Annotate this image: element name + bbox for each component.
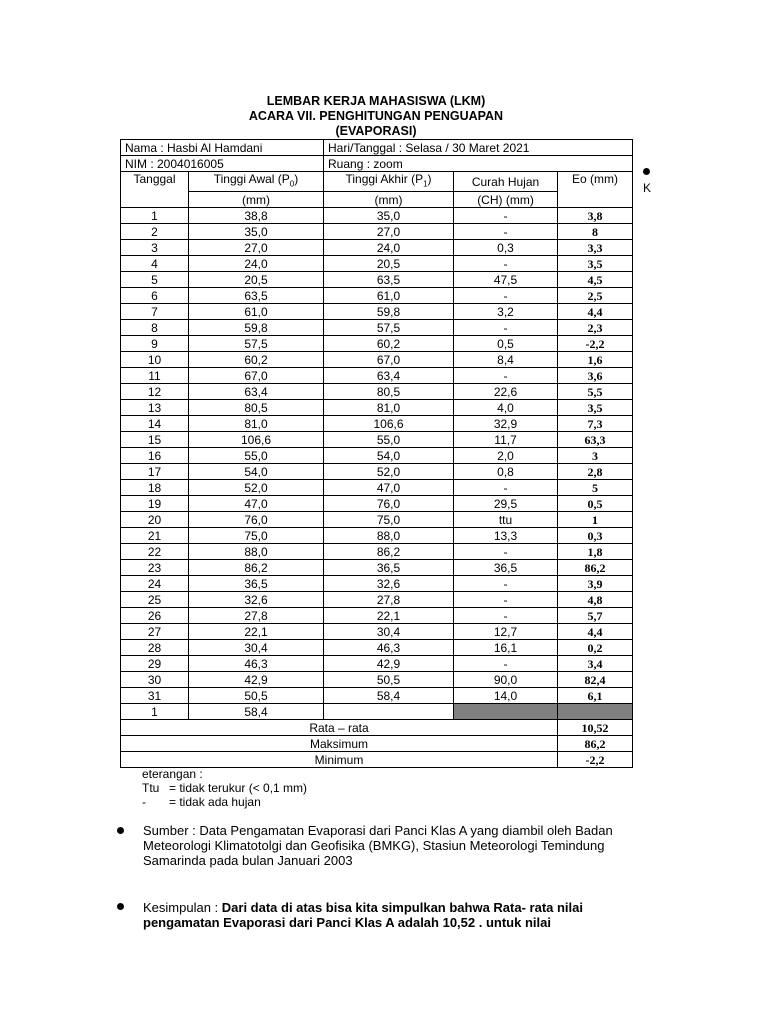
cell-tinggi-awal: 35,0 [189,224,324,240]
cell-curah-hujan: - [454,480,558,496]
table-row [121,656,633,672]
header-tanggal: Tanggal [121,172,189,208]
cell-eo: 3,5 [558,400,633,416]
cell-eo: 4,4 [558,304,633,320]
summary-maksimum-row [121,736,633,752]
cell-tinggi-akhir: 63,4 [324,368,454,384]
table-row [121,608,633,624]
bullet-icon [643,168,650,175]
date-field: Hari/Tanggal : Selasa / 30 Maret 2021 [324,140,633,156]
cell-tanggal: 1 [121,208,189,224]
cell-curah-hujan: - [454,608,558,624]
info-row-1 [121,140,633,156]
cell-shaded [558,704,633,720]
cell-tinggi-akhir: 58,4 [324,688,454,704]
header-tinggi-awal: Tinggi Awal $(P_0)$ [189,172,324,192]
cell-eo: 63,3 [558,432,633,448]
table-row [121,272,633,288]
table-row [121,304,633,320]
kesimpulan-label: Kesimpulan : [143,900,222,915]
table-row [121,624,633,640]
bullet-icon [117,903,124,910]
cell-eo: 0,5 [558,496,633,512]
table-row [121,384,633,400]
cell-tinggi-akhir: 80,5 [324,384,454,400]
header-awal-unit: (mm) [189,192,324,208]
table-row [121,288,633,304]
summary-rata-label: Rata – rata [121,720,558,736]
cell-eo: 4,8 [558,592,633,608]
header-akhir-unit: (mm) [324,192,454,208]
notes [142,767,307,809]
header-tinggi-akhir: Tinggi Akhir $(P_1)$ [324,172,454,192]
cell-eo: 86,2 [558,560,633,576]
cell-tanggal: 2 [121,224,189,240]
cell-tinggi-awal: 42,9 [189,672,324,688]
table-row [121,576,633,592]
cell-tinggi-akhir: 76,0 [324,496,454,512]
cell-eo: 3,5 [558,256,633,272]
cell-tinggi-awal: 30,4 [189,640,324,656]
table-row [121,224,633,240]
cell-eo: 5,7 [558,608,633,624]
cell-tinggi-awal: 24,0 [189,256,324,272]
cell-eo: 6,1 [558,688,633,704]
cell-tinggi-akhir: 55,0 [324,432,454,448]
document-title [120,94,632,139]
table-row [121,592,633,608]
cell-curah-hujan: - [454,544,558,560]
cell-tinggi-awal: 36,5 [189,576,324,592]
cell-eo: -2,2 [558,336,633,352]
cell-tanggal: 15 [121,432,189,448]
cell-tanggal: 29 [121,656,189,672]
cell-tanggal: 6 [121,288,189,304]
cell-curah-hujan: 11,7 [454,432,558,448]
cell-shaded [454,704,558,720]
cell-tinggi-awal: 81,0 [189,416,324,432]
cell-eo: 3,4 [558,656,633,672]
cell-tinggi-awal: 22,1 [189,624,324,640]
cell-curah-hujan: 16,1 [454,640,558,656]
cell-tinggi-awal: 52,0 [189,480,324,496]
cell-tanggal: 14 [121,416,189,432]
cell-tinggi-akhir: 20,5 [324,256,454,272]
header-row-1 [121,172,633,192]
cell-tanggal: 16 [121,448,189,464]
table-row [121,336,633,352]
summary-maksimum-value: 86,2 [558,736,633,752]
cell-tinggi-awal: 20,5 [189,272,324,288]
cell-tinggi-awal: 54,0 [189,464,324,480]
cell-tinggi-akhir: 50,5 [324,672,454,688]
cell-tinggi-awal: 59,8 [189,320,324,336]
cell-tinggi-akhir: 47,0 [324,480,454,496]
cell-eo: 2,8 [558,464,633,480]
cell-tinggi-akhir: 32,6 [324,576,454,592]
cell-tinggi-awal: 38,8 [189,208,324,224]
student-id: NIM : 2004016005 [121,156,324,172]
cell-tanggal: 13 [121,400,189,416]
cell-tanggal: 12 [121,384,189,400]
cell-tinggi-akhir: 24,0 [324,240,454,256]
cell-tanggal: 31 [121,688,189,704]
cell-tinggi-awal: 46,3 [189,656,324,672]
cell-curah-hujan: - [454,656,558,672]
cell-eo: 3 [558,448,633,464]
cell-curah-hujan: - [454,320,558,336]
cell-eo: 0,2 [558,640,633,656]
table-row [121,256,633,272]
info-row-2 [121,156,633,172]
cell-tinggi-awal: 63,5 [189,288,324,304]
cell-tinggi-awal: 57,5 [189,336,324,352]
table-row [121,240,633,256]
cell-curah-hujan: 47,5 [454,272,558,288]
cell-eo: 3,6 [558,368,633,384]
cell-tanggal: 28 [121,640,189,656]
cell-tinggi-akhir: 22,1 [324,608,454,624]
cell-tinggi-akhir: 46,3 [324,640,454,656]
cell-curah-hujan: 12,7 [454,624,558,640]
cell-tinggi-akhir: 59,8 [324,304,454,320]
bullet-icon [117,827,124,834]
cell-tinggi-akhir: 42,9 [324,656,454,672]
cell-curah-hujan: 13,3 [454,528,558,544]
cell-curah-hujan: 36,5 [454,560,558,576]
cell-eo: 2,5 [558,288,633,304]
kesimpulan-paragraph [143,900,643,930]
cell-tinggi-awal: 32,6 [189,592,324,608]
cell-tinggi-akhir: 60,2 [324,336,454,352]
cell-tinggi-akhir: 67,0 [324,352,454,368]
table-row [121,544,633,560]
cell-tanggal: 30 [121,672,189,688]
sumber-paragraph: Sumber : Data Pengamatan Evaporasi dari Panci Klas A yang diambil oleh Badan Meteorologi Klimatotolgi dan Geofisika (BMKG), Stasiun Meteorologi Temindung Samarinda pada bulan Januari 2003 [143,823,613,868]
summary-minimum-value: -2,2 [558,752,633,768]
cell-tinggi-awal: 27,8 [189,608,324,624]
cell-curah-hujan: 2,0 [454,448,558,464]
cell-eo: 1 [558,512,633,528]
cell-eo: 7,3 [558,416,633,432]
cell-tanggal: 9 [121,336,189,352]
cell-tinggi-akhir: 52,0 [324,464,454,480]
cell-eo: 1,8 [558,544,633,560]
cell-tinggi-akhir: 86,2 [324,544,454,560]
table-row [121,432,633,448]
cell-tinggi-awal: 61,0 [189,304,324,320]
cell-tanggal: 5 [121,272,189,288]
table-row [121,416,633,432]
cell-tanggal: 27 [121,624,189,640]
cell-curah-hujan: - [454,288,558,304]
cell-eo: 3,8 [558,208,633,224]
cell-tinggi-awal: 106,6 [189,432,324,448]
cell-tinggi-awal: 75,0 [189,528,324,544]
cell-eo: 82,4 [558,672,633,688]
cell-tinggi-awal: 80,5 [189,400,324,416]
cell-tanggal: 18 [121,480,189,496]
cell-tanggal: 24 [121,576,189,592]
cell-tanggal: 21 [121,528,189,544]
cell-tinggi-awal: 86,2 [189,560,324,576]
title-line-2: ACARA VII. PENGHITUNGAN PENGUAPAN [248,109,504,123]
cell-tanggal: 11 [121,368,189,384]
cell-eo: 8 [558,224,633,240]
cell-tinggi-awal: 60,2 [189,352,324,368]
header-eo: Eo (mm) [558,172,633,208]
cell-tinggi-akhir: 27,8 [324,592,454,608]
kesimpulan-text: Dari data di atas bisa kita simpulkan bahwa Rata- rata nilai pengamatan Evaporasi dari Panci Klas A adalah 10,52 . untuk nilai [143,900,583,930]
cell-tanggal: 1 [121,704,189,720]
table-row [121,496,633,512]
cell-eo: 5 [558,480,633,496]
cell-tanggal: 22 [121,544,189,560]
cell-tinggi-akhir: 61,0 [324,288,454,304]
cell-eo: 3,3 [558,240,633,256]
cell-eo: 4,4 [558,624,633,640]
cell-tanggal: 25 [121,592,189,608]
table-row [121,464,633,480]
cell-curah-hujan: 29,5 [454,496,558,512]
cell-tanggal: 23 [121,560,189,576]
cell-tanggal: 4 [121,256,189,272]
cell-tinggi-akhir: 27,0 [324,224,454,240]
cell-tinggi-awal: 67,0 [189,368,324,384]
table-row [121,560,633,576]
cell-tinggi-akhir: 36,5 [324,560,454,576]
cell-eo: 5,5 [558,384,633,400]
cell-eo: 3,9 [558,576,633,592]
cell-tinggi-akhir: 54,0 [324,448,454,464]
cell-eo: 2,3 [558,320,633,336]
evaporation-table [120,139,633,768]
summary-minimum-row [121,752,633,768]
cell-tanggal: 10 [121,352,189,368]
note-ttu: Ttu = tidak terukur (< 0,1 mm) [142,781,308,795]
cell-empty [324,704,454,720]
cell-curah-hujan: 90,0 [454,672,558,688]
cell-tinggi-akhir: 81,0 [324,400,454,416]
cell-tinggi-akhir: 106,6 [324,416,454,432]
table-row [121,368,633,384]
header-ch-unit: (CH) (mm) [454,192,558,208]
title-line-3: (EVAPORASI) [335,124,417,138]
cell-curah-hujan: 4,0 [454,400,558,416]
cell-tinggi-akhir: 63,5 [324,272,454,288]
cell-tinggi-awal: 47,0 [189,496,324,512]
table-row [121,640,633,656]
header-row-2 [121,192,633,208]
cell-curah-hujan: 0,3 [454,240,558,256]
table-row [121,480,633,496]
table-row [121,512,633,528]
summary-rata-value: 10,52 [558,720,633,736]
summary-maksimum-label: Maksimum [121,736,558,752]
cell-curah-hujan: 22,6 [454,384,558,400]
cell-tinggi-awal: 55,0 [189,448,324,464]
student-name: Nama : Hasbi Al Hamdani [121,140,324,156]
cell-tinggi-awal: 76,0 [189,512,324,528]
cell-tinggi-awal: 50,5 [189,688,324,704]
title-line-1: LEMBAR KERJA MAHASISWA (LKM) [266,94,486,108]
cell-curah-hujan: 8,4 [454,352,558,368]
cell-tanggal: 19 [121,496,189,512]
cell-tinggi-awal: 63,4 [189,384,324,400]
table-row [121,448,633,464]
cell-tinggi-akhir: 88,0 [324,528,454,544]
summary-rata-row [121,720,633,736]
table-row [121,208,633,224]
cell-tinggi-akhir: 35,0 [324,208,454,224]
cell-tanggal: 26 [121,608,189,624]
cell-curah-hujan: - [454,208,558,224]
cell-curah-hujan: 32,9 [454,416,558,432]
cell-tanggal: 8 [121,320,189,336]
cell-curah-hujan: - [454,224,558,240]
cell-tinggi-awal: 27,0 [189,240,324,256]
cell-curah-hujan: ttu [454,512,558,528]
table-row [121,400,633,416]
cell-eo: 0,3 [558,528,633,544]
cut-off-letter: K [643,181,652,195]
cell-curah-hujan: 0,5 [454,336,558,352]
cell-curah-hujan: 3,2 [454,304,558,320]
note-dash: - = tidak ada hujan [142,795,261,809]
cell-curah-hujan: - [454,576,558,592]
cell-tanggal: 7 [121,304,189,320]
cell-curah-hujan: 14,0 [454,688,558,704]
cell-tinggi-akhir: 57,5 [324,320,454,336]
table-row [121,704,633,720]
cell-eo: 1,6 [558,352,633,368]
cell-eo: 4,5 [558,272,633,288]
cell-curah-hujan: - [454,256,558,272]
table-row [121,672,633,688]
summary-minimum-label: Minimum [121,752,558,768]
cell-tinggi-akhir: 75,0 [324,512,454,528]
cell-tanggal: 3 [121,240,189,256]
room-field: Ruang : zoom [324,156,633,172]
cell-tanggal: 17 [121,464,189,480]
cell-tanggal: 20 [121,512,189,528]
cell-tinggi-akhir: 30,4 [324,624,454,640]
cell-tinggi-awal: 58,4 [189,704,324,720]
cell-curah-hujan: - [454,368,558,384]
table-row [121,352,633,368]
table-row [121,688,633,704]
header-curah-hujan: Curah Hujan [454,172,558,192]
notes-heading: eterangan : [142,767,203,781]
cell-tinggi-awal: 88,0 [189,544,324,560]
cell-curah-hujan: - [454,592,558,608]
table-row [121,320,633,336]
cell-curah-hujan: 0,8 [454,464,558,480]
table-row [121,528,633,544]
